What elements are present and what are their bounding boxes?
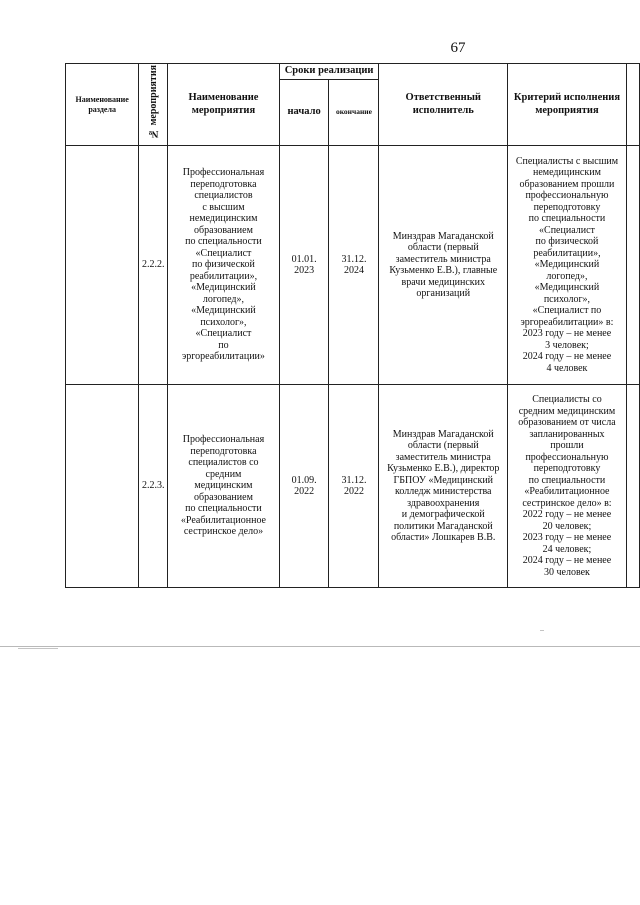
text-line: 2023 году – не менее <box>522 328 612 340</box>
text-line: 01.09. <box>291 474 317 486</box>
text-line: Профессиональная <box>182 434 265 446</box>
text-line: Кузьменко Е.В.), главные <box>389 265 498 276</box>
text-line: 2024 году – не менее <box>522 555 612 566</box>
text-line: образованием <box>193 491 253 503</box>
text-line: 30 человек <box>543 566 590 578</box>
header-extra-column <box>626 64 639 146</box>
row-criterion <box>508 385 627 588</box>
header-responsible: Ответственный исполнитель <box>379 64 508 146</box>
row-responsible <box>379 385 508 588</box>
text-line: «Медицинский <box>534 259 600 271</box>
text-line: медицинским <box>194 480 253 492</box>
text-line: специалистов со <box>188 457 259 469</box>
text-line: Кузьменко Е.В.), директор <box>387 463 500 474</box>
text-line: психолог», <box>200 316 247 328</box>
row-criterion <box>508 146 627 385</box>
text-line: области» Лошкарев В.В. <box>391 532 496 543</box>
text-line: и демографической <box>401 509 485 520</box>
text-line: 2022 <box>343 486 364 497</box>
text-line: «Медицинский <box>191 305 256 317</box>
measures-table <box>65 63 640 588</box>
text-line: 24 человек; <box>542 543 592 555</box>
text-line: «Специалист <box>539 224 595 236</box>
text-line: по специальности <box>185 236 262 248</box>
text-line: Специалисты с высшим <box>515 155 619 167</box>
text-line: по специальности <box>528 474 606 486</box>
text-line: 01.01. <box>291 253 317 265</box>
table-row <box>66 146 640 385</box>
text-line: 2022 <box>294 486 315 497</box>
header-terms: Сроки реализации <box>279 64 379 80</box>
text-line: средним <box>205 468 242 480</box>
text-line: образованием от числа <box>518 417 616 428</box>
text-line: реабилитации», <box>189 270 258 282</box>
text-line: заместитель министра <box>395 253 491 265</box>
row-number: 2.2.3. <box>139 385 168 588</box>
text-line: «Специалист <box>195 247 252 259</box>
text-line: по <box>218 339 229 351</box>
scan-divider-line <box>0 646 640 647</box>
text-line: «Специалист <box>195 328 252 340</box>
row-measure-name <box>168 385 280 588</box>
header-measure-no: № мероприятия <box>147 64 159 139</box>
text-line: «Медицинский <box>191 282 256 294</box>
row-end-date <box>329 146 379 385</box>
text-line: колледж министерства <box>395 486 492 497</box>
text-line: 31.12. <box>341 253 367 265</box>
row-section-cell <box>66 385 139 588</box>
row-measure-name <box>168 146 280 385</box>
text-line: «Медицинский <box>534 282 600 294</box>
text-line: переподготовку <box>533 201 601 213</box>
text-line: по физической <box>192 259 255 271</box>
text-line: психолог», <box>543 293 591 305</box>
text-line: Профессиональная <box>182 167 265 179</box>
row-responsible <box>379 146 508 385</box>
header-start: начало <box>279 80 329 146</box>
text-line: переподготовка <box>190 178 257 190</box>
text-line: профессиональную <box>525 451 609 463</box>
text-line: по физической <box>535 236 599 248</box>
text-line: образованием прошли <box>519 178 615 190</box>
text-line: области (первый <box>407 242 479 253</box>
header-section-name: Наименование раздела <box>66 64 139 146</box>
text-line: Минздрав Магаданской <box>392 230 494 242</box>
text-line: «Реабилитационное <box>180 514 266 526</box>
text-line: 2023 году – не менее <box>522 532 612 543</box>
text-line: области (первый <box>407 440 479 451</box>
table-row <box>66 385 640 588</box>
text-line: логопед», <box>546 270 588 282</box>
text-line: ГБПОУ «Медицинский <box>393 474 494 486</box>
scan-dot-mark <box>540 630 544 631</box>
text-line: логопед», <box>202 293 244 305</box>
header-row-top <box>66 64 640 80</box>
text-line: прошли <box>550 440 584 451</box>
text-line: профессиональную <box>525 190 609 202</box>
text-line: образованием <box>193 224 253 236</box>
text-line: «Специалист по <box>532 305 602 317</box>
header-measure-name: Наименование мероприятия <box>168 64 280 146</box>
text-line: 2024 году – не менее <box>522 351 612 363</box>
text-line: 2023 <box>294 265 315 276</box>
text-line: сестринское дело» <box>183 526 264 538</box>
text-line: 20 человек; <box>542 520 592 532</box>
header-end: окончание <box>329 80 379 146</box>
text-line: по специальности <box>185 503 262 515</box>
text-line: переподготовка <box>190 445 257 457</box>
text-line: 2024 <box>343 265 364 276</box>
row-number: 2.2.2. <box>139 146 168 385</box>
text-line: 3 человек; <box>545 339 589 351</box>
text-line: заместитель министра <box>395 451 491 463</box>
text-line: немедицинским <box>189 213 258 225</box>
text-line: «Реабилитационное <box>524 486 610 497</box>
header-criterion: Критерий исполнения мероприятия <box>508 64 627 146</box>
text-line: специалистов <box>194 190 253 202</box>
text-line: Минздрав Магаданской <box>392 428 494 440</box>
text-line: немедицинским <box>533 167 601 179</box>
text-line: 31.12. <box>341 474 367 486</box>
text-line: организаций <box>416 288 471 299</box>
row-extra-cell <box>626 385 639 588</box>
text-line: переподготовку <box>533 463 601 474</box>
text-line: Специалисты со <box>532 394 602 405</box>
row-start-date <box>279 146 329 385</box>
row-end-date <box>329 385 379 588</box>
text-line: запланированных <box>529 428 605 440</box>
text-line: по специальности <box>528 213 606 225</box>
text-line: врачи медицинских <box>401 276 485 288</box>
text-line: 4 человек <box>546 362 588 374</box>
scan-dash-mark <box>18 648 58 649</box>
text-line: эргореабилитации» <box>181 351 265 363</box>
row-extra-cell <box>626 146 639 385</box>
text-line: сестринское дело» в: <box>522 497 612 509</box>
text-line: с высшим <box>202 201 245 213</box>
row-section-cell <box>66 146 139 385</box>
text-line: здравоохранения <box>407 497 480 509</box>
text-line: эргореабилитации» в: <box>520 316 614 328</box>
header-measure-no-cell <box>139 64 168 146</box>
text-line: 2022 году – не менее <box>522 509 612 520</box>
text-line: средним медицинским <box>518 405 616 417</box>
row-start-date <box>279 385 329 588</box>
page-number: 67 <box>450 40 466 56</box>
text-line: политики Магаданской <box>393 520 493 532</box>
text-line: реабилитации», <box>533 247 601 259</box>
